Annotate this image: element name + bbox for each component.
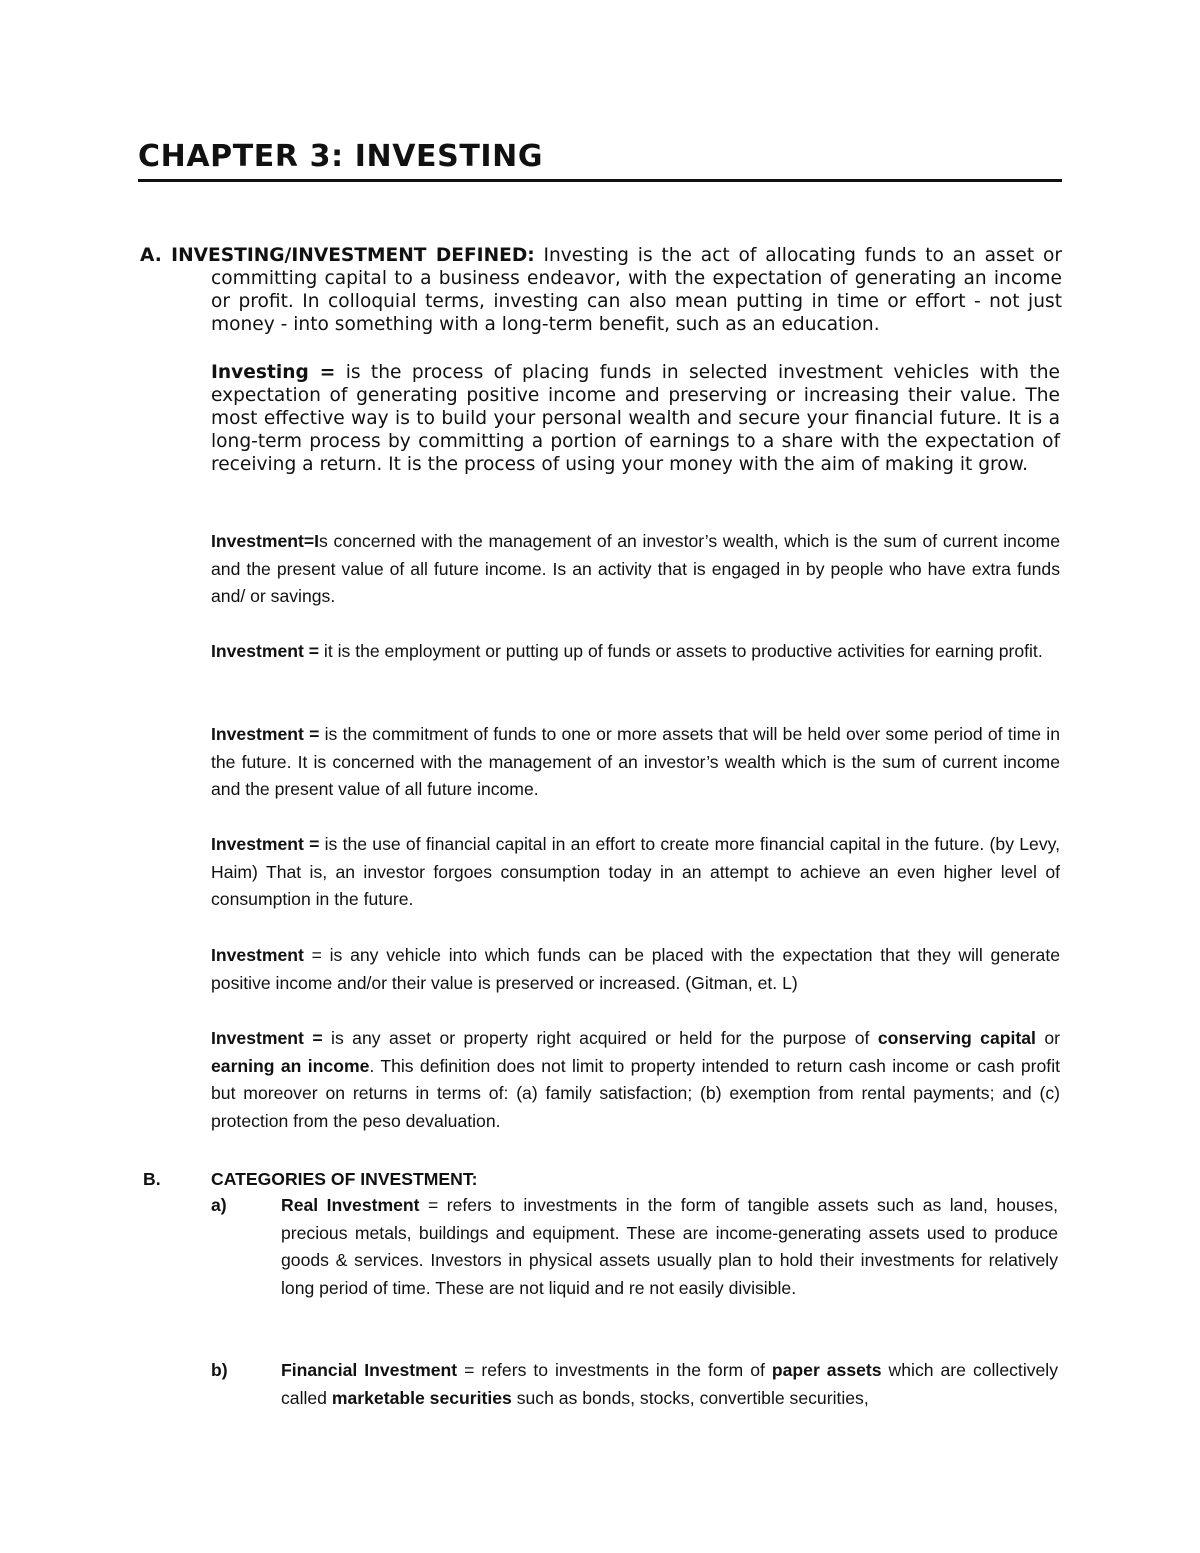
definition-text: is the process of placing funds in selected investment vehicles with the expectation of generating positive income and preserving or increasing their value. The most effective way is to build your personal wealth and secure your financial future. It is a long-term process by committing a portion of earnings to a share with the expectation of receiving a return. It is the process of using your money with the aim of making it grow. xyxy=(211,362,1060,475)
definition-term: Investment = xyxy=(211,834,320,854)
definition-text: is the commitment of funds to one or more assets that will be held over some period of time in the future. It is concerned with the management of an investor’s wealth which is the sum of current income and the present value of all future income. xyxy=(211,724,1060,799)
definition-emphasis: earning an income xyxy=(211,1055,370,1076)
section-b-marker: B. xyxy=(143,1169,161,1189)
category-text: such as bonds, stocks, convertible securities, xyxy=(511,1387,869,1408)
definition-text: . This definition does not limit to property intended to return cash income or cash profit but moreover on returns in terms of: (a) family satisfaction; (b) exemption from rental payments; and (c) protection from the peso devaluation. xyxy=(211,1055,1060,1131)
category-emphasis: paper assets xyxy=(771,1360,882,1380)
category-text: = refers to investments in the form of tangible assets such as land, houses, precious metals, buildings and equipment. These are income-generating assets used to produce goods & services. Investors in physical assets usually plan to hold their investments for relatively long period of time. These are not liquid and re not easily divisible. xyxy=(281,1195,1059,1298)
category-term: Financial Investment xyxy=(281,1360,458,1380)
category-real-investment xyxy=(281,1192,1058,1302)
definition-text: it is the employment or putting up of funds or assets to productive activities for earning profit. xyxy=(319,641,1043,661)
definition-investing xyxy=(211,361,1060,476)
section-b-heading xyxy=(143,1166,478,1194)
definition-investment-5 xyxy=(211,942,1060,997)
definition-term: Investment = xyxy=(211,1028,323,1048)
chapter-title: CHAPTER 3: INVESTING xyxy=(138,139,544,174)
definition-text: or xyxy=(1035,1028,1060,1048)
definition-text: is any asset or property right acquired or held for the purpose of xyxy=(322,1028,878,1048)
definition-term: Investing = xyxy=(211,362,336,383)
definition-text: s concerned with the management of an investor’s wealth, which is the sum of current income and the present value of all future income. Is an activity that is engaged in by people who have extra funds and/ or savings. xyxy=(211,531,1060,606)
category-text: = refers to investments in the form of xyxy=(457,1360,772,1380)
definition-investment-6 xyxy=(211,1025,1060,1135)
definition-investment-2 xyxy=(211,638,1060,666)
item-marker-b: b) xyxy=(211,1360,228,1380)
category-emphasis: marketable securities xyxy=(331,1387,512,1408)
definition-text: = is any vehicle into which funds can be placed with the expectation that they will generate positive income and/or their value is preserved or increased. (Gitman, et. L) xyxy=(211,945,1060,993)
category-text: which are collectively called xyxy=(281,1360,1059,1408)
item-marker-a: a) xyxy=(211,1195,227,1215)
title-underline xyxy=(138,179,1062,182)
definition-term: Investment = xyxy=(211,724,320,744)
section-b-title: CATEGORIES OF INVESTMENT: xyxy=(211,1169,478,1189)
definition-investment-4 xyxy=(211,831,1060,914)
definition-investment-1 xyxy=(211,528,1060,611)
category-financial-investment xyxy=(281,1357,1058,1412)
definition-term: Investment xyxy=(211,945,304,965)
definition-investment-3 xyxy=(211,721,1060,804)
definition-emphasis: conserving capital xyxy=(877,1028,1036,1048)
section-a-heading: A. INVESTING/INVESTMENT DEFINED: xyxy=(140,245,535,266)
definition-term: Investment = xyxy=(211,641,320,661)
section-a-text: Investing is the act of allocating funds to an asset or committing capital to a business endeavor, with the expectation of generating an income or profit. In colloquial terms, investing can also mean putting in time or effort - not just money - into something with a long-term benefit, such as an education. xyxy=(211,245,1062,335)
definition-term: Investment=I xyxy=(211,531,320,551)
definition-text: is the use of financial capital in an effort to create more financial capital in the future. (by Levy, Haim) That is, an investor forgoes consumption today in an attempt to achieve an even higher level of consumption in the future. xyxy=(211,834,1060,909)
category-term: Real Investment xyxy=(281,1195,420,1215)
section-a-paragraph xyxy=(140,244,1062,336)
